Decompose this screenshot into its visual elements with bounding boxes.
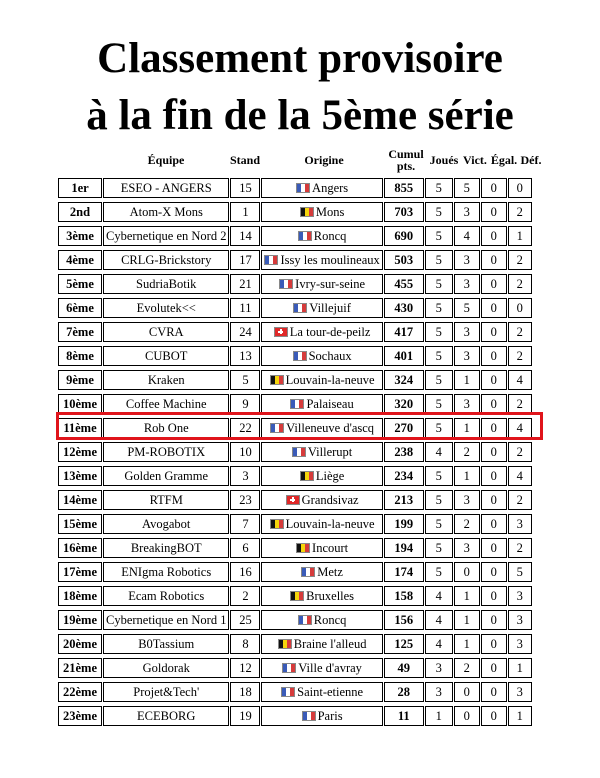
played-cell: 5 xyxy=(425,250,453,270)
origin-label: Ivry-sur-seine xyxy=(295,276,366,291)
title-line-2: à la fin de la 5ème série xyxy=(86,92,514,139)
origin-cell xyxy=(261,658,382,678)
origin-cell xyxy=(261,610,382,630)
flag-ch-icon xyxy=(286,495,300,505)
losses-cell: 3 xyxy=(508,586,532,606)
table-row xyxy=(58,274,532,294)
header-joues: Joués xyxy=(429,153,459,167)
table-row xyxy=(58,202,532,222)
wins-cell: 3 xyxy=(454,490,480,510)
rank-cell: 16ème xyxy=(58,538,102,558)
wins-cell: 5 xyxy=(454,298,480,318)
losses-cell: 2 xyxy=(508,322,532,342)
played-cell: 1 xyxy=(425,706,453,726)
header-equipe: Équipe xyxy=(147,153,185,167)
played-cell: 5 xyxy=(425,202,453,222)
team-cell: ENIgma Robotics xyxy=(103,562,229,582)
rank-cell: 9ème xyxy=(58,370,102,390)
draws-cell: 0 xyxy=(481,346,507,366)
draws-cell: 0 xyxy=(481,250,507,270)
rank-cell: 8ème xyxy=(58,346,102,366)
wins-cell: 3 xyxy=(454,538,480,558)
played-cell: 3 xyxy=(425,658,453,678)
origin-cell xyxy=(261,370,382,390)
stand-cell: 5 xyxy=(230,370,260,390)
losses-cell: 4 xyxy=(508,418,532,438)
origin-label: Villeneuve d'ascq xyxy=(286,420,375,435)
stand-cell: 11 xyxy=(230,298,260,318)
points-cell: 194 xyxy=(384,538,424,558)
losses-cell: 3 xyxy=(508,514,532,534)
rank-cell: 19ème xyxy=(58,610,102,630)
played-cell: 5 xyxy=(425,274,453,294)
played-cell: 5 xyxy=(425,226,453,246)
rank-cell: 10ème xyxy=(58,394,102,414)
wins-cell: 0 xyxy=(454,682,480,702)
flag-fr-icon xyxy=(282,663,296,673)
points-cell: 234 xyxy=(384,466,424,486)
wins-cell: 4 xyxy=(454,226,480,246)
draws-cell: 0 xyxy=(481,586,507,606)
losses-cell: 4 xyxy=(508,370,532,390)
points-cell: 199 xyxy=(384,514,424,534)
flag-fr-icon xyxy=(301,567,315,577)
stand-cell: 6 xyxy=(230,538,260,558)
origin-label: Roncq xyxy=(313,228,347,243)
flag-be-icon xyxy=(290,591,304,601)
flag-fr-icon xyxy=(293,351,307,361)
draws-cell: 0 xyxy=(481,202,507,222)
header-origine: Origine xyxy=(304,153,344,167)
team-cell: Kraken xyxy=(103,370,229,390)
team-cell: ESEO - ANGERS xyxy=(103,178,229,198)
table-row xyxy=(58,370,532,390)
losses-cell: 0 xyxy=(508,298,532,318)
origin-cell xyxy=(261,706,382,726)
wins-cell: 3 xyxy=(454,202,480,222)
origin-cell xyxy=(261,562,382,582)
team-cell: CVRA xyxy=(103,322,229,342)
origin-label: Grandsivaz xyxy=(301,492,359,507)
origin-cell xyxy=(261,418,382,438)
stand-cell: 12 xyxy=(230,658,260,678)
points-cell: 324 xyxy=(384,370,424,390)
played-cell: 3 xyxy=(425,682,453,702)
wins-cell: 0 xyxy=(454,706,480,726)
points-cell: 430 xyxy=(384,298,424,318)
standings-rows xyxy=(58,178,532,726)
team-cell: Cybernetique en Nord 2 xyxy=(103,226,229,246)
wins-cell: 1 xyxy=(454,370,480,390)
flag-be-icon xyxy=(270,375,284,385)
origin-cell xyxy=(261,514,382,534)
draws-cell: 0 xyxy=(481,322,507,342)
wins-cell: 2 xyxy=(454,658,480,678)
stand-cell: 21 xyxy=(230,274,260,294)
stand-cell: 15 xyxy=(230,178,260,198)
points-cell: 855 xyxy=(384,178,424,198)
table-row xyxy=(58,610,532,630)
table-row xyxy=(58,538,532,558)
wins-cell: 1 xyxy=(454,418,480,438)
points-cell: 213 xyxy=(384,490,424,510)
origin-label: Roncq xyxy=(313,612,347,627)
origin-cell xyxy=(261,466,382,486)
rank-cell: 21ème xyxy=(58,658,102,678)
origin-cell xyxy=(261,586,382,606)
wins-cell: 3 xyxy=(454,274,480,294)
origin-cell xyxy=(261,682,382,702)
team-cell: Coffee Machine xyxy=(103,394,229,414)
table-row xyxy=(58,586,532,606)
points-cell: 156 xyxy=(384,610,424,630)
points-cell: 125 xyxy=(384,634,424,654)
points-cell: 174 xyxy=(384,562,424,582)
losses-cell: 2 xyxy=(508,202,532,222)
origin-cell xyxy=(261,298,382,318)
team-cell: Ecam Robotics xyxy=(103,586,229,606)
stand-cell: 23 xyxy=(230,490,260,510)
draws-cell: 0 xyxy=(481,514,507,534)
flag-be-icon xyxy=(278,639,292,649)
wins-cell: 2 xyxy=(454,514,480,534)
draws-cell: 0 xyxy=(481,610,507,630)
origin-label: Saint-etienne xyxy=(297,684,364,699)
points-cell: 401 xyxy=(384,346,424,366)
origin-label: Metz xyxy=(317,564,343,579)
points-cell: 158 xyxy=(384,586,424,606)
stand-cell: 22 xyxy=(230,418,260,438)
points-cell: 270 xyxy=(384,418,424,438)
points-cell: 28 xyxy=(384,682,424,702)
flag-be-icon xyxy=(300,207,314,217)
table-row xyxy=(58,322,532,342)
rank-cell: 1er xyxy=(58,178,102,198)
origin-cell xyxy=(261,274,382,294)
header-stand: Stand xyxy=(229,153,261,167)
origin-cell xyxy=(261,226,382,246)
rank-cell: 22ème xyxy=(58,682,102,702)
origin-label: Palaiseau xyxy=(306,396,354,411)
points-cell: 503 xyxy=(384,250,424,270)
stand-cell: 9 xyxy=(230,394,260,414)
stand-cell: 2 xyxy=(230,586,260,606)
draws-cell: 0 xyxy=(481,442,507,462)
rank-cell: 4ème xyxy=(58,250,102,270)
team-cell: BreakingBOT xyxy=(103,538,229,558)
played-cell: 5 xyxy=(425,538,453,558)
origin-cell xyxy=(261,346,382,366)
draws-cell: 0 xyxy=(481,370,507,390)
team-cell: Cybernetique en Nord 1 xyxy=(103,610,229,630)
played-cell: 5 xyxy=(425,394,453,414)
origin-cell xyxy=(261,394,382,414)
origin-label: Paris xyxy=(317,708,343,723)
team-cell: Rob One xyxy=(103,418,229,438)
table-row xyxy=(58,562,532,582)
origin-label: Incourt xyxy=(312,540,349,555)
team-cell: CRLG-Brickstory xyxy=(103,250,229,270)
rank-cell: 14ème xyxy=(58,490,102,510)
rank-cell: 5ème xyxy=(58,274,102,294)
draws-cell: 0 xyxy=(481,490,507,510)
stand-cell: 17 xyxy=(230,250,260,270)
origin-label: La tour-de-peilz xyxy=(289,324,371,339)
team-cell: Avogabot xyxy=(103,514,229,534)
header-defaites: Déf. xyxy=(520,153,542,167)
origin-cell xyxy=(261,634,382,654)
stand-cell: 25 xyxy=(230,610,260,630)
rank-cell: 6ème xyxy=(58,298,102,318)
wins-cell: 1 xyxy=(454,586,480,606)
table-row xyxy=(58,250,532,270)
origin-cell xyxy=(261,490,382,510)
standings-table xyxy=(58,174,532,730)
points-cell: 320 xyxy=(384,394,424,414)
origin-label: Louvain-la-neuve xyxy=(285,372,375,387)
rank-cell: 2nd xyxy=(58,202,102,222)
draws-cell: 0 xyxy=(481,634,507,654)
flag-fr-icon xyxy=(298,231,312,241)
played-cell: 5 xyxy=(425,298,453,318)
losses-cell: 3 xyxy=(508,634,532,654)
table-row xyxy=(58,394,532,414)
origin-cell xyxy=(261,322,382,342)
flag-fr-icon xyxy=(292,447,306,457)
rank-cell: 17ème xyxy=(58,562,102,582)
points-cell: 455 xyxy=(384,274,424,294)
draws-cell: 0 xyxy=(481,562,507,582)
losses-cell: 1 xyxy=(508,658,532,678)
rank-cell: 3ème xyxy=(58,226,102,246)
losses-cell: 2 xyxy=(508,346,532,366)
draws-cell: 0 xyxy=(481,178,507,198)
losses-cell: 0 xyxy=(508,178,532,198)
origin-label: Ville d'avray xyxy=(298,660,362,675)
stand-cell: 24 xyxy=(230,322,260,342)
origin-cell xyxy=(261,442,382,462)
flag-be-icon xyxy=(296,543,310,553)
wins-cell: 3 xyxy=(454,394,480,414)
team-cell: Evolutek<< xyxy=(103,298,229,318)
table-row xyxy=(58,682,532,702)
wins-cell: 1 xyxy=(454,466,480,486)
losses-cell: 4 xyxy=(508,466,532,486)
flag-fr-icon xyxy=(290,399,304,409)
origin-cell xyxy=(261,250,382,270)
points-cell: 49 xyxy=(384,658,424,678)
losses-cell: 2 xyxy=(508,538,532,558)
flag-fr-icon xyxy=(296,183,310,193)
table-row xyxy=(58,178,532,198)
losses-cell: 2 xyxy=(508,394,532,414)
draws-cell: 0 xyxy=(481,418,507,438)
wins-cell: 3 xyxy=(454,346,480,366)
team-cell: B0Tassium xyxy=(103,634,229,654)
table-row xyxy=(58,514,532,534)
header-cumul-pts: Cumul pts. xyxy=(388,147,424,173)
played-cell: 4 xyxy=(425,610,453,630)
losses-cell: 3 xyxy=(508,682,532,702)
origin-label: Sochaux xyxy=(308,348,352,363)
origin-cell xyxy=(261,202,382,222)
team-cell: RTFM xyxy=(103,490,229,510)
origin-label: Villerupt xyxy=(307,444,353,459)
flag-fr-icon xyxy=(270,423,284,433)
losses-cell: 2 xyxy=(508,250,532,270)
points-cell: 238 xyxy=(384,442,424,462)
played-cell: 5 xyxy=(425,490,453,510)
stand-cell: 3 xyxy=(230,466,260,486)
flag-fr-icon xyxy=(302,711,316,721)
wins-cell: 0 xyxy=(454,562,480,582)
origin-cell xyxy=(261,178,382,198)
wins-cell: 3 xyxy=(454,322,480,342)
origin-label: Issy les moulineaux xyxy=(280,252,380,267)
draws-cell: 0 xyxy=(481,538,507,558)
rank-cell: 18ème xyxy=(58,586,102,606)
origin-label: Villejuif xyxy=(309,300,351,315)
played-cell: 5 xyxy=(425,346,453,366)
table-row xyxy=(58,418,532,438)
origin-label: Louvain-la-neuve xyxy=(285,516,375,531)
team-cell: PM-ROBOTIX xyxy=(103,442,229,462)
draws-cell: 0 xyxy=(481,706,507,726)
stand-cell: 16 xyxy=(230,562,260,582)
header-victoires: Vict. xyxy=(463,153,487,167)
wins-cell: 2 xyxy=(454,442,480,462)
origin-cell xyxy=(261,538,382,558)
wins-cell: 1 xyxy=(454,610,480,630)
played-cell: 4 xyxy=(425,586,453,606)
draws-cell: 0 xyxy=(481,394,507,414)
points-cell: 417 xyxy=(384,322,424,342)
origin-label: Angers xyxy=(312,180,349,195)
flag-fr-icon xyxy=(264,255,278,265)
team-cell: SudriaBotik xyxy=(103,274,229,294)
rank-cell: 7ème xyxy=(58,322,102,342)
flag-fr-icon xyxy=(293,303,307,313)
flag-be-icon xyxy=(270,519,284,529)
rank-cell: 15ème xyxy=(58,514,102,534)
table-row xyxy=(58,226,532,246)
rank-cell: 11ème xyxy=(58,418,102,438)
draws-cell: 0 xyxy=(481,298,507,318)
losses-cell: 3 xyxy=(508,610,532,630)
table-row xyxy=(58,658,532,678)
stand-cell: 8 xyxy=(230,634,260,654)
played-cell: 5 xyxy=(425,562,453,582)
flag-ch-icon xyxy=(274,327,288,337)
table-row xyxy=(58,706,532,726)
table-row xyxy=(58,634,532,654)
team-cell: Goldorak xyxy=(103,658,229,678)
losses-cell: 5 xyxy=(508,562,532,582)
played-cell: 4 xyxy=(425,634,453,654)
stand-cell: 7 xyxy=(230,514,260,534)
stand-cell: 13 xyxy=(230,346,260,366)
team-cell: Golden Gramme xyxy=(103,466,229,486)
origin-label: Liège xyxy=(315,468,345,483)
team-cell: Projet&Tech' xyxy=(103,682,229,702)
played-cell: 5 xyxy=(425,370,453,390)
header-egalites: Égal. xyxy=(490,153,518,167)
draws-cell: 0 xyxy=(481,274,507,294)
stand-cell: 14 xyxy=(230,226,260,246)
losses-cell: 1 xyxy=(508,706,532,726)
played-cell: 5 xyxy=(425,466,453,486)
origin-label: Mons xyxy=(315,204,345,219)
rank-cell: 13ème xyxy=(58,466,102,486)
stand-cell: 10 xyxy=(230,442,260,462)
draws-cell: 0 xyxy=(481,226,507,246)
rank-cell: 12ème xyxy=(58,442,102,462)
title-line-1: Classement provisoire xyxy=(97,35,503,82)
team-cell: Atom-X Mons xyxy=(103,202,229,222)
flag-fr-icon xyxy=(279,279,293,289)
origin-label: Bruxelles xyxy=(306,588,355,603)
stand-cell: 1 xyxy=(230,202,260,222)
table-row xyxy=(58,346,532,366)
flag-fr-icon xyxy=(281,687,295,697)
flag-fr-icon xyxy=(298,615,312,625)
rank-cell: 20ème xyxy=(58,634,102,654)
draws-cell: 0 xyxy=(481,658,507,678)
played-cell: 5 xyxy=(425,178,453,198)
wins-cell: 1 xyxy=(454,634,480,654)
stand-cell: 19 xyxy=(230,706,260,726)
draws-cell: 0 xyxy=(481,466,507,486)
wins-cell: 5 xyxy=(454,178,480,198)
table-row xyxy=(58,490,532,510)
losses-cell: 2 xyxy=(508,442,532,462)
origin-label: Braine l'alleud xyxy=(293,636,367,651)
rank-cell: 23ème xyxy=(58,706,102,726)
table-row xyxy=(58,442,532,462)
table-row xyxy=(58,298,532,318)
points-cell: 703 xyxy=(384,202,424,222)
points-cell: 690 xyxy=(384,226,424,246)
losses-cell: 2 xyxy=(508,490,532,510)
team-cell: ECEBORG xyxy=(103,706,229,726)
table-row xyxy=(58,466,532,486)
stand-cell: 18 xyxy=(230,682,260,702)
played-cell: 5 xyxy=(425,322,453,342)
points-cell: 11 xyxy=(384,706,424,726)
played-cell: 5 xyxy=(425,418,453,438)
wins-cell: 3 xyxy=(454,250,480,270)
played-cell: 5 xyxy=(425,514,453,534)
losses-cell: 1 xyxy=(508,226,532,246)
losses-cell: 2 xyxy=(508,274,532,294)
team-cell: CUBOT xyxy=(103,346,229,366)
flag-be-icon xyxy=(300,471,314,481)
played-cell: 4 xyxy=(425,442,453,462)
draws-cell: 0 xyxy=(481,682,507,702)
